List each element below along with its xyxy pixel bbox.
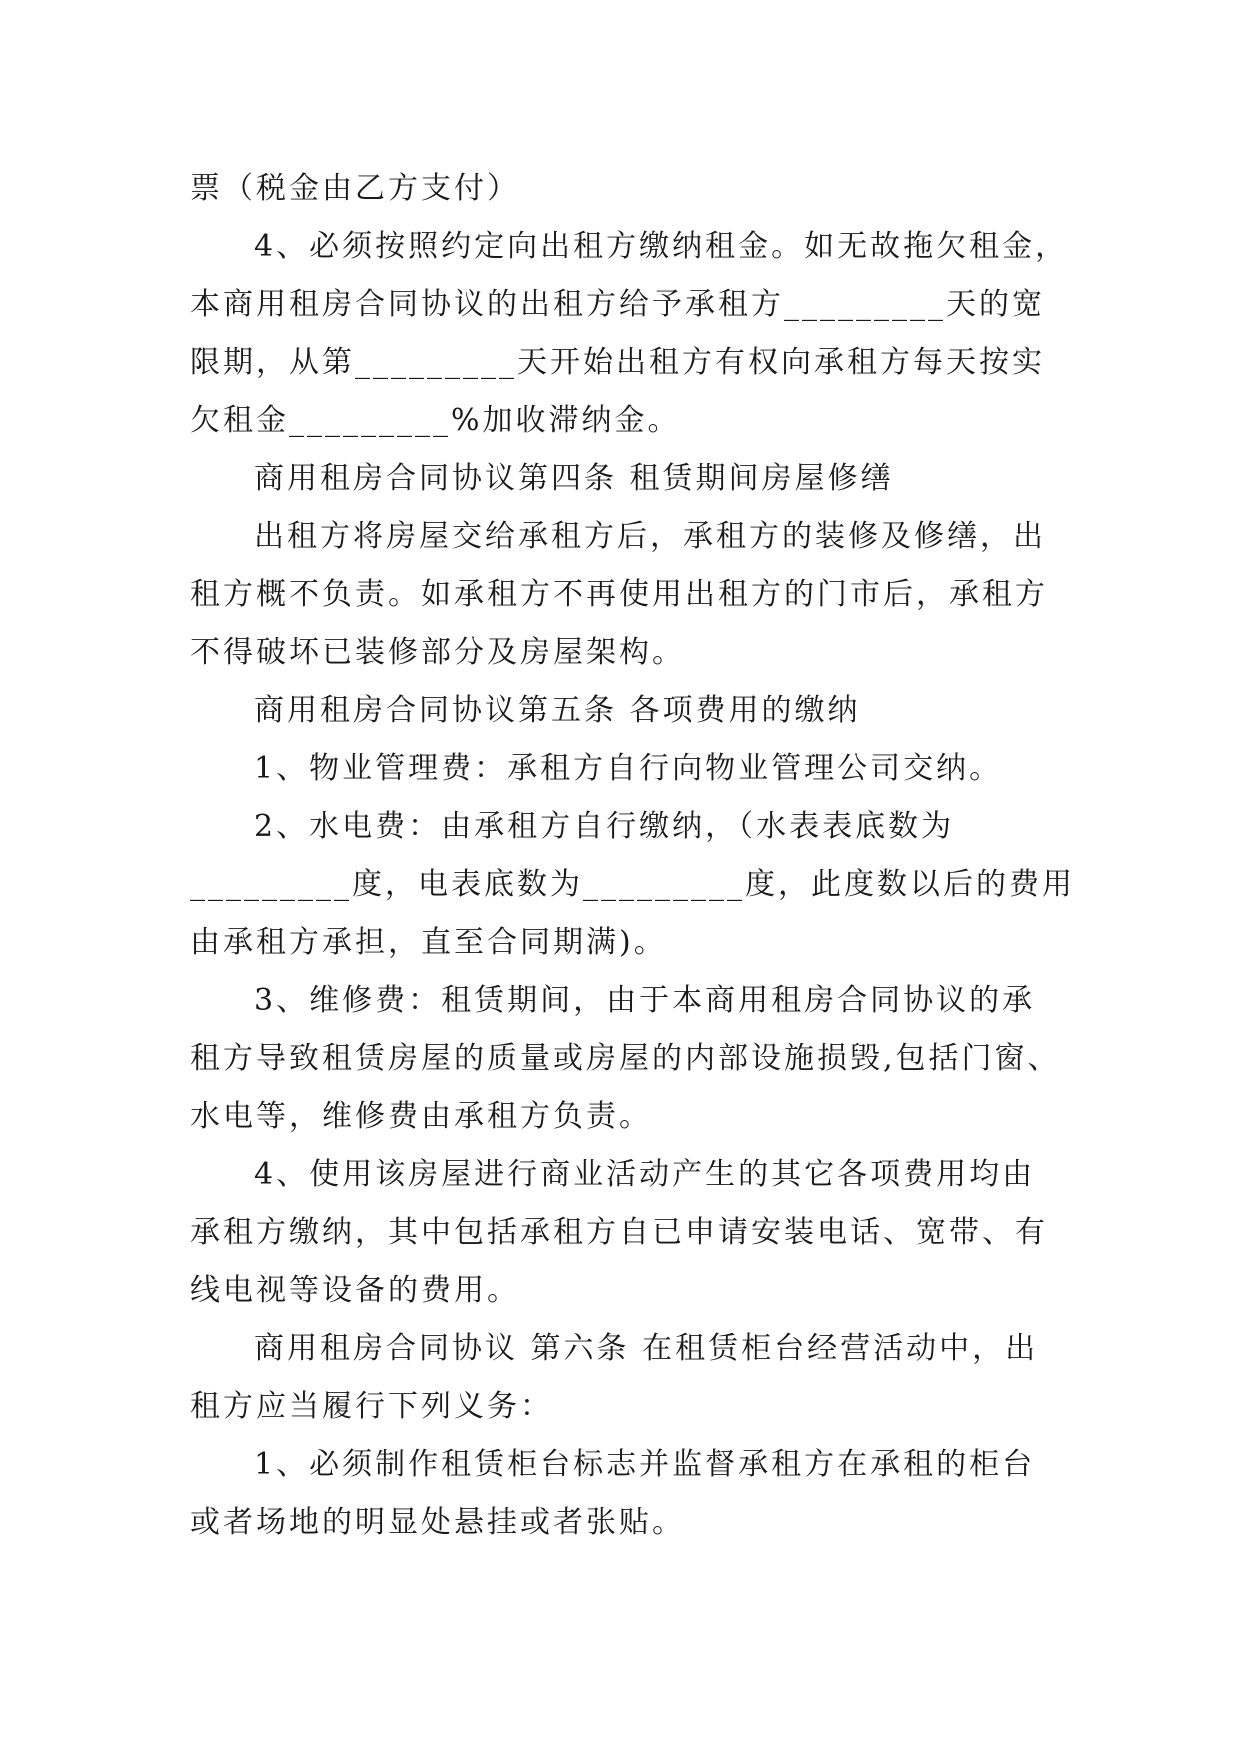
text-line: 租方应当履行下列义务： <box>190 1389 553 1424</box>
text-line: 4、必须按照约定向出租方缴纳租金。如无故拖欠租金， <box>254 229 1069 264</box>
text-line: 不得破坏已装修部分及房屋架构。 <box>190 635 685 670</box>
text-line: 票（税金由乙方支付） <box>190 171 520 206</box>
text-line: 2、水电费：由承租方自行缴纳，（水表表底数为 <box>254 809 955 844</box>
section-heading: 商用租房合同协议第四条 租赁期间房屋修缮 <box>254 461 894 496</box>
text-line: 1、必须制作租赁柜台标志并监督承租方在承租的柜台 <box>254 1447 1036 1482</box>
text-line: 或者场地的明显处悬挂或者张贴。 <box>190 1505 685 1540</box>
text-line: 本商用租房合同协议的出租方给予承租方_________天的宽 <box>190 287 1045 322</box>
text-line: 承租方缴纳，其中包括承租方自已申请安装电话、宽带、有 <box>190 1215 1048 1250</box>
text-line: 租方导致租赁房屋的质量或房屋的内部设施损毁,包括门窗、 <box>190 1041 1061 1076</box>
text-line: 限期，从第_________天开始出租方有权向承租方每天按实 <box>190 345 1045 380</box>
text-line: 线电视等设备的费用。 <box>190 1273 520 1308</box>
text-line: 由承租方承担，直至合同期满)。 <box>190 925 667 960</box>
document-body <box>190 160 1075 1552</box>
section-heading: 商用租房合同协议第五条 各项费用的缴纳 <box>254 693 861 728</box>
text-line: 4、使用该房屋进行商业活动产生的其它各项费用均由 <box>254 1157 1036 1192</box>
text-line: 出租方将房屋交给承租方后，承租方的装修及修缮，出 <box>254 519 1046 554</box>
text-line: 欠租金_________%加收滞纳金。 <box>190 403 681 438</box>
text-line: 水电等，维修费由承租方负责。 <box>190 1099 652 1134</box>
text-line: _________度，电表底数为_________度，此度数以后的费用 <box>190 867 1075 902</box>
text-line: 3、维修费：租赁期间，由于本商用租房合同协议的承 <box>254 983 1036 1018</box>
section-heading: 商用租房合同协议 第六条 在租赁柜台经营活动中，出 <box>254 1331 1039 1366</box>
text-line: 1、物业管理费：承租方自行向物业管理公司交纳。 <box>254 751 1003 786</box>
text-line: 租方概不负责。如承租方不再使用出租方的门市后，承租方 <box>190 577 1048 612</box>
